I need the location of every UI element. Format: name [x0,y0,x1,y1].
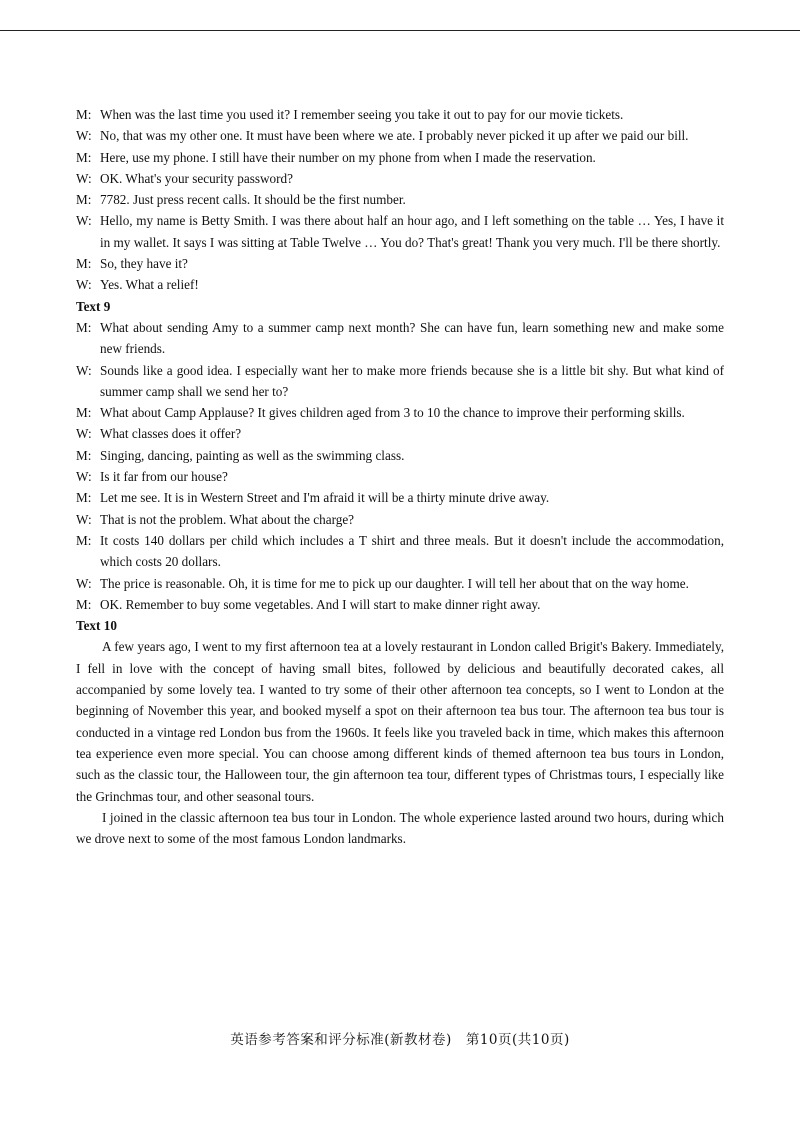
passage-paragraph: I joined in the classic afternoon tea bus tour in London. The whole experience lasted around two hours, during which we drove next to some of the most famous London landmarks. [76,809,724,847]
dialogue-line [76,125,724,146]
dialogue-line [76,445,724,466]
dialogue-line [76,423,724,444]
utterance: What about sending Amy to a summer camp next month? She can have fun, learn something new and make some new friends. [100,319,724,357]
dialogue-line [76,594,724,615]
dialogue-line [76,573,724,594]
speaker-label: W: [76,362,92,378]
speaker-label: W: [76,511,92,527]
speaker-label: M: [76,319,92,335]
dialogue-line [76,402,724,423]
utterance: So, they have it? [100,256,188,272]
utterance: That is not the problem. What about the charge? [100,511,355,527]
speaker-label: W: [76,426,92,442]
dialogue-line [76,147,724,168]
dialogue-line [76,466,724,487]
speaker-label: W: [76,469,92,485]
dialogue-line [76,210,724,253]
utterance: When was the last time you used it? I remember seeing you take it out to pay for our movie tickets. [100,107,624,122]
header-rule [0,30,800,31]
utterance: Hello, my name is Betty Smith. I was there about half an hour ago, and I left something on the table … Yes, I have it in my wallet. It says I was sitting at Table Twelve … You do? That's great! Thank you very much. I'll be there shortly. [100,213,724,250]
speaker-label: M: [76,596,92,612]
speaker-label: W: [76,575,92,591]
dialogue-line [76,274,724,295]
utterance: Singing, dancing, painting as well as the swimming class. [100,447,405,463]
speaker-label: M: [76,490,92,506]
speaker-label: W: [76,170,92,186]
dialogue-line [76,317,724,360]
dialogue-line [76,253,724,274]
utterance: Yes. What a relief! [100,277,199,293]
page-body [76,104,724,849]
speaker-label: W: [76,213,92,229]
utterance: 7782. Just press recent calls. It should be the first number. [100,192,406,208]
dialogue-line [76,104,724,125]
speaker-label: M: [76,532,92,548]
utterance: OK. What's your security password? [100,170,293,186]
speaker-label: M: [76,107,92,122]
speaker-label: M: [76,149,92,165]
utterance: The price is reasonable. Oh, it is time for me to pick up our daughter. I will tell her about that on the way home. [100,575,689,591]
speaker-label: W: [76,128,92,144]
text10-heading: Text 10 [76,618,117,634]
page-footer: 英语参考答案和评分标准(新教材卷) 第10页(共10页) [230,1032,570,1048]
utterance: No, that was my other one. It must have been where we ate. I probably never picked it up after we paid our bill. [100,128,689,144]
dialogue-line [76,487,724,508]
utterance: Here, use my phone. I still have their number on my phone from when I made the reservation. [100,149,596,165]
dialogue-line [76,509,724,530]
dialogue-line [76,530,724,573]
utterance: It costs 140 dollars per child which includes a T shirt and three meals. But it doesn't include the accommodation, which costs 20 dollars. [100,532,724,570]
utterance: What classes does it offer? [100,426,242,442]
speaker-label: M: [76,192,92,208]
dialogue-line [76,189,724,210]
dialogue-line [76,360,724,403]
utterance: What about Camp Applause? It gives children aged from 3 to 10 the chance to improve their performing skills. [100,405,685,421]
speaker-label: M: [76,405,92,421]
dialogue-line [76,168,724,189]
utterance: Is it far from our house? [100,469,228,485]
dialogue-b [76,317,724,615]
speaker-label: M: [76,256,92,272]
utterance: Sounds like a good idea. I especially want her to make more friends because she is a little bit shy. But what kind of summer camp shall we send her to? [100,362,724,399]
text9-heading: Text 9 [76,298,111,314]
speaker-label: W: [76,277,92,293]
passage-paragraph: A few years ago, I went to my first afternoon tea at a lovely restaurant in London called Brigit's Bakery. Immediately, I fell in love with the concept of having small bites, followed by delicious and beautifully decorated cakes, all accompanied by some lovely tea. I wanted to try some of their other afternoon tea concepts, so I went to London at the beginning of November this year, and booked myself a spot on their afternoon tea bus tour. The afternoon tea bus tour is conducted in a vintage red London bus from the 1960s. It feels like you traveled back in time, which makes this afternoon tea experience even more special. You can choose among different kinds of themed afternoon tea bus tours in London, such as the classic tour, the Halloween tour, the gin afternoon tea tour, different types of Christmas tours, I especially like the Grinchmas tour, and other seasonal tours. [76,639,724,804]
utterance: OK. Remember to buy some vegetables. And I will start to make dinner right away. [100,596,541,612]
speaker-label: M: [76,447,92,463]
dialogue-a [76,104,724,296]
utterance: Let me see. It is in Western Street and I'm afraid it will be a thirty minute drive away. [100,490,550,506]
